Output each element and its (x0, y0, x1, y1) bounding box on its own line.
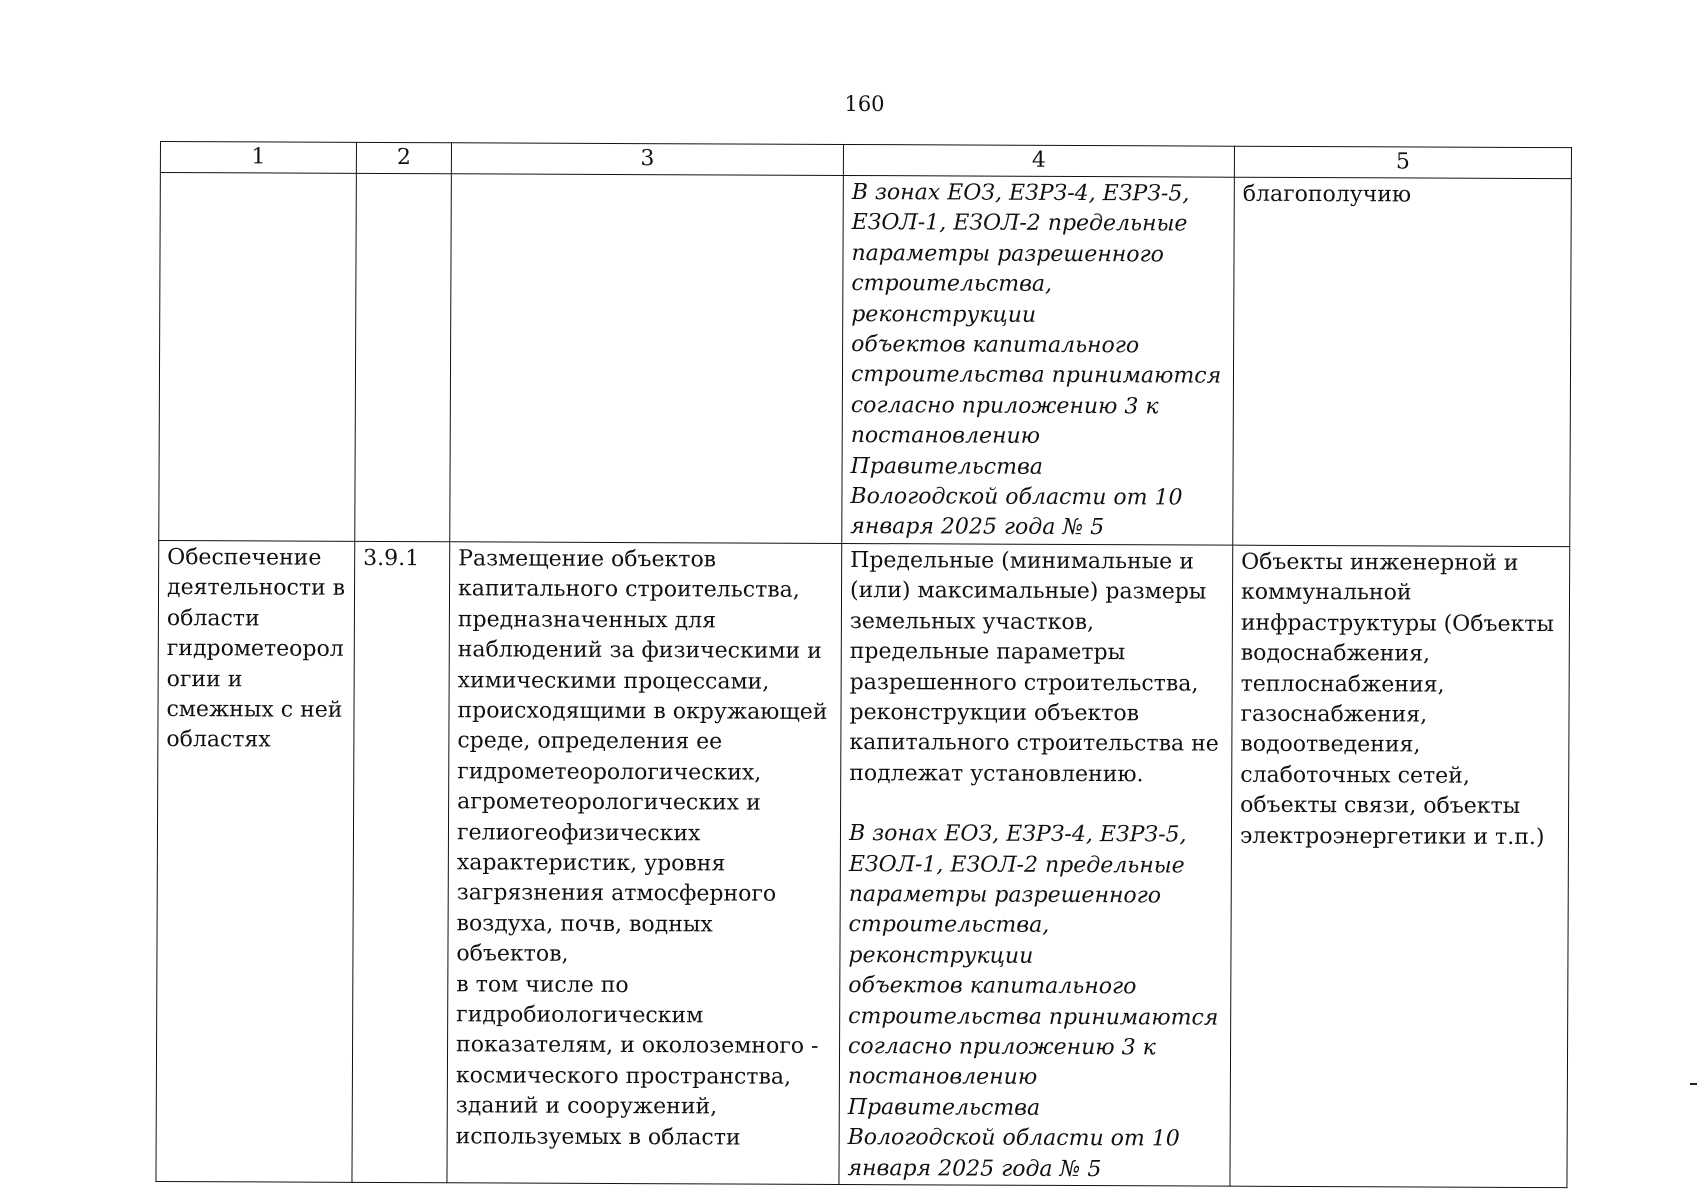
land-use-type-name: Обеспечение деятельности в области гидрометеорол огии и смежных с ней областях (166, 544, 346, 753)
table-cell (355, 173, 452, 541)
table-cell (1233, 177, 1572, 546)
land-use-description: Размещение объектов капитального строительства, предназначенных для наблюдений за физическими и химическими процессами, происходящими в окружающей среде, определения ее гидрометеорологических, агрометеорологических и гелиогеофизических характеристик, уровня загрязнения атмосферного воздуха, почв, водных объектов, в том числе по гидробиологическим показателям, и околоземного - космического пространства, зданий и сооружений, используемых в области (455, 546, 828, 1151)
zone-parameters-text: В зонах ЕОЗ, ЕЗРЗ-4, ЕЗРЗ-5, ЕЗОЛ-1, ЕЗОЛ-2 предельные параметры разрешенного строительства, реконструкции объектов капитального строительства принимаются согласно приложению 3 к постановлению Правительства Вологодской области от 10 января 2025 года № 5 (850, 180, 1222, 541)
regulations-table (155, 141, 1572, 1188)
table-cell (352, 541, 450, 1183)
land-use-code: 3.9.1 (363, 545, 420, 572)
table-cell (156, 540, 355, 1182)
table-cell (450, 174, 844, 544)
table-cell (839, 543, 1233, 1186)
column-header-2: 2 (356, 142, 451, 173)
column-header-4: 4 (843, 144, 1234, 177)
table-cell (159, 173, 357, 542)
table-row (159, 173, 1572, 547)
cell-text (169, 175, 348, 176)
table-cell (447, 542, 842, 1185)
cell-text (460, 176, 835, 178)
zone-parameters-text: В зонах ЕОЗ, ЕЗРЗ-4, ЕЗРЗ-5, ЕЗОЛ-1, ЕЗОЛ-2 предельные параметры разрешенного строительства, реконструкции объектов капитального строительства принимаются согласно приложению 3 к постановлению Правительства Вологодской области от 10 января 2025 года № 5 (847, 821, 1219, 1182)
column-header-1: 1 (160, 142, 356, 174)
scan-edge-mark (1690, 1083, 1697, 1085)
column-header-3: 3 (451, 143, 843, 176)
table-row (156, 540, 1570, 1187)
cell-text: благополучию (1242, 181, 1412, 208)
table-cell (1230, 545, 1570, 1188)
page-number: 160 (844, 92, 885, 116)
table-cell (842, 175, 1235, 545)
paragraph-gap (849, 789, 1223, 821)
limit-parameters-text: Предельные (минимальные и (или) максимальные) размеры земельных участков, предельные параметры разрешенного строительства, реконструкции объектов капитального строительства не подлежат установлению. (849, 547, 1219, 788)
column-header-5: 5 (1234, 146, 1571, 178)
auxiliary-uses-text: Объекты инженерной и коммунальной инфраструктуры (Объекты водоснабжения, теплоснабжения, газоснабжения, водоотведения, слаботочных сетей, объекты связи, объекты электроэнергетики и т.п.) (1239, 549, 1554, 850)
